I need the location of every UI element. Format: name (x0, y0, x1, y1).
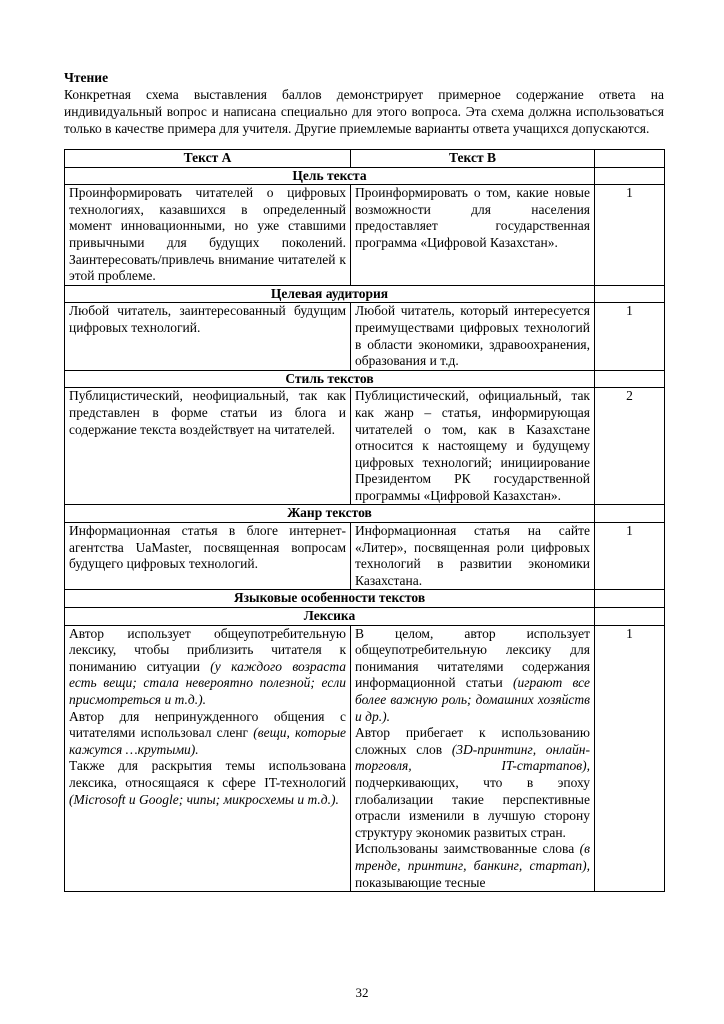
text-paragraph (355, 626, 590, 726)
italic-example: (в тренде, принтинг, банкинг, стартап), (355, 841, 590, 873)
table-header-row (65, 150, 665, 168)
intro-paragraph: Конкретная схема выставления баллов демонстрирует примерное содержание ответа на индивидуальный вопрос и написана специально для этого вопроса. Эта схема должна использоваться только в качестве примера для учителя. Другие приемлемые варианты ответа учащихся допускаются. (64, 87, 664, 136)
table-row (65, 388, 665, 505)
text-a-cell: Любой читатель, заинтересованный будущим цифровых технологий. (65, 303, 351, 370)
column-header-text-a: Текст А (65, 150, 351, 168)
section-title: Жанр текстов (65, 505, 595, 523)
column-header-text-b: Текст В (351, 150, 595, 168)
section-row-lexis (65, 608, 665, 626)
document-page (64, 70, 664, 892)
plain-text: В целом, автор использует общеупотребительную лексику для понимания читателями содержания информационной статьи (355, 625, 590, 691)
table-row (65, 523, 665, 590)
scoring-table (64, 149, 665, 892)
text-a-cell: Информационная статья в блоге интернет-агентства UaMaster, посвященная вопросам будущего цифровых технологий. (65, 523, 351, 590)
text-paragraph (69, 709, 346, 759)
section-score-cell (595, 167, 665, 185)
italic-example: (3D-принтинг, онлайн-торговля, IT-стартапов), (355, 741, 590, 774)
text-b-cell: Информационная статья на сайте «Литер», посвященная роли цифровых технологий в развитии экономики Казахстана. (351, 523, 595, 590)
section-score-cell (595, 608, 665, 626)
plain-text: Использованы заимствованные слова (355, 841, 580, 857)
text-a-cell: Публицистический, неофициальный, так как представлен в форме статьи из блога и содержание текста воздействует на читателей. (65, 388, 351, 505)
section-title: Лексика (65, 608, 595, 626)
table-row (65, 303, 665, 370)
section-row-genre (65, 505, 665, 523)
section-row-audience (65, 285, 665, 303)
italic-example: (вещи, которые кажутся …крутыми). (69, 725, 346, 757)
section-heading: Чтение (64, 70, 109, 85)
italic-example: (у каждого возраста есть вещи; стала невероятно полезной; если присмотреться и т.д.). (69, 658, 346, 707)
column-header-score (595, 150, 665, 168)
plain-text: подчеркивающих, что в эпоху глобализации такие перспективные отрасли изменили в лучшую сторону структуру экономик развитых стран. (355, 774, 590, 840)
section-title: Целевая аудитория (65, 285, 595, 303)
text-paragraph (355, 725, 590, 841)
score-cell: 2 (595, 388, 665, 505)
score-cell: 1 (595, 185, 665, 286)
section-title: Стиль текстов (65, 370, 595, 388)
score-cell: 1 (595, 523, 665, 590)
italic-example: (играют все более важную роль; домашних хозяйств и др.). (355, 675, 590, 724)
section-score-cell (595, 370, 665, 388)
table-row (65, 185, 665, 286)
plain-text: Автор использует общеупотребительную лексику, чтобы приблизить читателя к пониманию ситуации (69, 625, 346, 674)
section-row-purpose (65, 167, 665, 185)
table-row (65, 625, 665, 892)
plain-text: Автор для непринужденного общения с читателями использовал сленг (69, 708, 346, 741)
score-cell: 1 (595, 303, 665, 370)
section-score-cell (595, 505, 665, 523)
text-b-cell (351, 625, 595, 892)
text-paragraph (355, 841, 590, 891)
section-score-cell (595, 590, 665, 608)
text-b-cell: Публицистический, официальный, так как жанр – статья, информирующая читателей о том, как в Казахстане относится к настоящему и будущему цифровых технологий; инициирование Президентом РК государственной программы «Цифровой Казахстан». (351, 388, 595, 505)
text-paragraph (69, 758, 346, 808)
text-a-cell (65, 625, 351, 892)
plain-text: показывающие тесные (355, 874, 486, 890)
text-a-cell: Проинформировать читателей о цифровых технологиях, казавшихся в определенный момент инновационными, но уже ставшими привычными для будущих поколений. Заинтересовать/привлечь внимание читателей к этой проблеме. (65, 185, 351, 286)
section-title: Языковые особенности текстов (65, 590, 595, 608)
text-b-cell: Любой читатель, который интересуется преимуществами цифровых технологий в области экономики, здравоохранения, образования и т.д. (351, 303, 595, 370)
italic-example: (Microsoft и Google; чипы; микросхемы и т.д.). (69, 791, 339, 807)
section-title: Цель текста (65, 167, 595, 185)
plain-text: Автор прибегает к использованию сложных слов (355, 725, 590, 757)
section-score-cell (595, 285, 665, 303)
plain-text: Также для раскрытия темы использована лексика, относящаяся к сфере IT-технологий (69, 758, 346, 790)
page-number: 32 (355, 985, 369, 1000)
section-row-features (65, 590, 665, 608)
score-cell: 1 (595, 625, 665, 892)
section-row-style (65, 370, 665, 388)
text-b-cell: Проинформировать о том, какие новые возможности для населения предоставляет государственная программа «Цифровой Казахстан». (351, 185, 595, 286)
text-paragraph (69, 626, 346, 709)
